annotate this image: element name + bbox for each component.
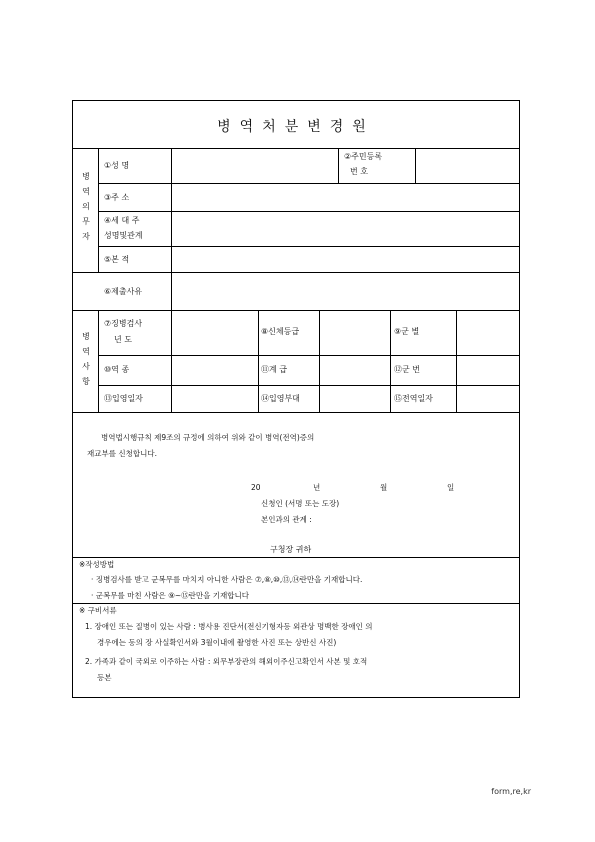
documents-item-2-cont: 등본 bbox=[97, 673, 112, 682]
documents-item-1-cont: 경우에는 동의 장 사실확인서와 3월이내에 촬영한 사진 또는 상반신 사진) bbox=[97, 638, 337, 647]
relation-line: 본인과의 관계 : bbox=[261, 515, 312, 524]
discharge-date-label: ⑮전역일자 bbox=[394, 394, 433, 403]
rule bbox=[456, 310, 457, 412]
service-no-label: ⑫군 번 bbox=[394, 365, 420, 374]
enlist-date-label: ⑬입영일자 bbox=[104, 394, 143, 403]
domicile-label: ⑤본 적 bbox=[104, 255, 130, 264]
documents-item-1: 1. 장애인 또는 질병이 있는 사람 : 병사용 진단서(전신기형자등 외관상 명백한 장애인 의 bbox=[85, 622, 373, 631]
rule bbox=[319, 310, 320, 412]
rule bbox=[390, 310, 391, 412]
rule bbox=[98, 148, 99, 272]
rule bbox=[73, 557, 519, 558]
address-label: ③주 소 bbox=[104, 193, 130, 202]
rule bbox=[171, 148, 172, 412]
instructions-item-1: · 징병검사를 받고 군복무를 마치지 아니한 사람은 ⑦,⑧,⑩,⑬,⑭란만을 기재합니다. bbox=[91, 575, 363, 584]
footer-site-label: form,re,kr bbox=[491, 787, 531, 796]
rule bbox=[73, 310, 519, 311]
rule bbox=[98, 246, 519, 247]
enlist-unit-label: ⑭입영부대 bbox=[261, 394, 300, 403]
rank-label: ⑪계 급 bbox=[261, 365, 287, 374]
name-label: ①성 명 bbox=[104, 161, 130, 170]
resident-no-label: ②주민등록 bbox=[344, 152, 383, 161]
date-year-prefix: 20 bbox=[251, 483, 261, 492]
rule bbox=[73, 412, 519, 413]
rule bbox=[73, 603, 519, 604]
rule bbox=[258, 310, 259, 412]
exam-year-label-2: 년 도 bbox=[114, 335, 132, 344]
reason-label: ⑥제출사유 bbox=[104, 287, 143, 296]
date-month: 월 bbox=[380, 483, 388, 492]
resident-no-label-2: 번 호 bbox=[350, 167, 368, 176]
date-year: 년 bbox=[313, 483, 321, 492]
statement-line-2: 재교부를 신청합니다. bbox=[87, 449, 157, 458]
rule bbox=[73, 148, 519, 149]
form-title: 병역처분변경원 bbox=[217, 119, 375, 135]
documents-heading: ※ 구비서류 bbox=[79, 606, 117, 615]
instructions-item-2: · 군복무를 마친 사람은 ⑨~⑮란만을 기재합니다 bbox=[91, 591, 249, 600]
household-label-2: 성명및관계 bbox=[104, 231, 143, 240]
service-label: ⑩역 종 bbox=[104, 365, 130, 374]
documents-item-2: 2. 가족과 같이 국외로 이주하는 사람 : 외무부장관의 해외이주신고확인서 사본 및 호적 bbox=[85, 657, 368, 666]
physical-grade-label: ⑧신체등급 bbox=[261, 327, 300, 336]
rule bbox=[98, 310, 99, 412]
rule bbox=[73, 272, 519, 273]
applicant-section-label: 병역의무자 bbox=[82, 172, 90, 241]
date-day: 일 bbox=[447, 483, 455, 492]
change-request-form bbox=[72, 100, 520, 698]
statement-line-1: 병역법시행규칙 제9조의 규정에 의하여 위와 같이 병역(전역)증의 bbox=[101, 433, 315, 442]
applicant-signature-line: 신청인 (서명 또는 도장) bbox=[261, 499, 340, 508]
military-section-label: 병역사항 bbox=[82, 332, 90, 386]
rule bbox=[98, 211, 519, 212]
addressee: 구청장 귀하 bbox=[270, 545, 312, 554]
instructions-heading: ※작성방법 bbox=[79, 560, 115, 569]
rule bbox=[98, 183, 519, 184]
branch-label: ⑨군 별 bbox=[394, 327, 420, 336]
exam-year-label: ⑦징병검사 bbox=[104, 319, 143, 328]
rule bbox=[338, 148, 339, 183]
household-label: ④세 대 주 bbox=[104, 216, 140, 225]
rule bbox=[415, 148, 416, 183]
